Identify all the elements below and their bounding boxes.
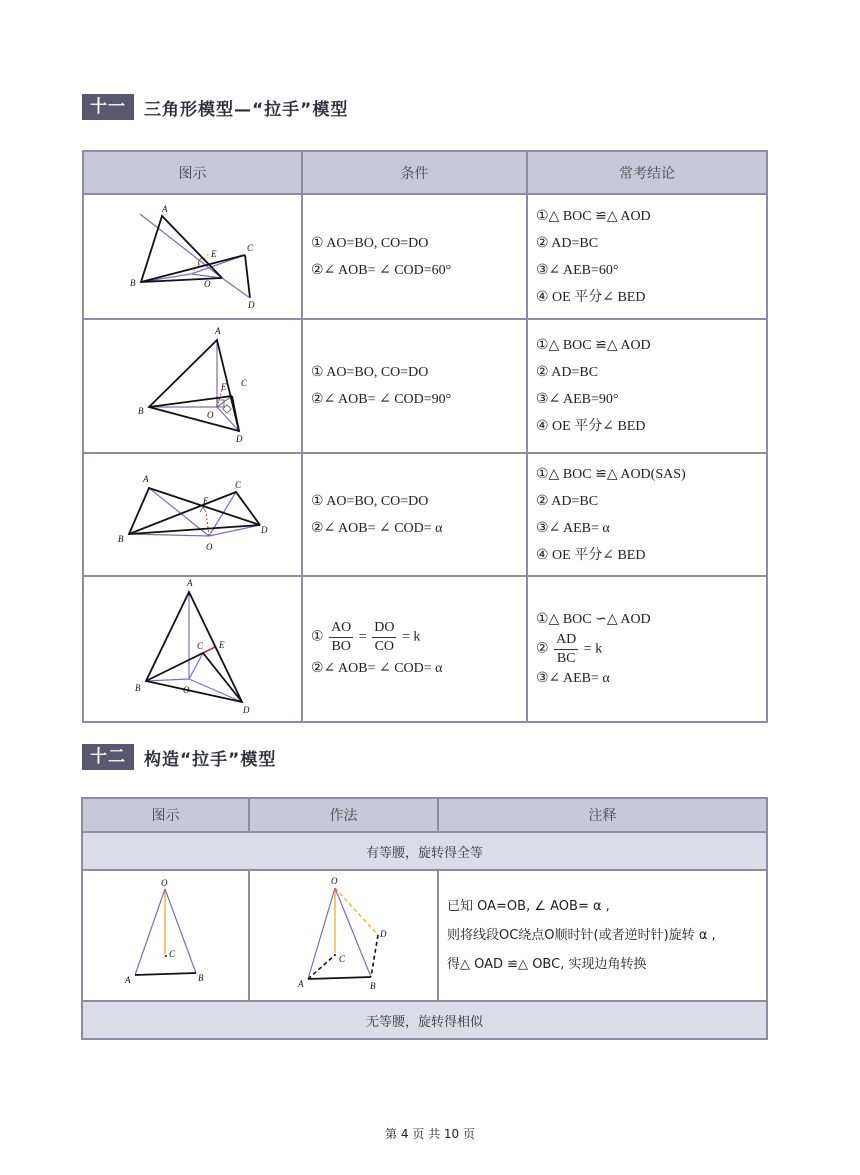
conclusion-line: ④ OE 平分∠ BED: [536, 547, 646, 563]
conclusions-cell: [527, 453, 767, 576]
equals-sign: =: [358, 629, 367, 645]
handshake-model-table: [82, 150, 768, 723]
section-12-title: 构造“拉手”模型: [144, 749, 277, 770]
page-footer: 第 4 页 共 10 页: [385, 1127, 475, 1141]
fraction-numerator: DO: [372, 619, 396, 638]
header-conditions: 条件: [302, 151, 527, 194]
conclusion-line: ③∠ AEB=60°: [536, 262, 619, 278]
band-non-isosceles: 无等腰，旋转得相似: [82, 1001, 767, 1039]
table-row: [83, 576, 767, 722]
point-label-b: B: [198, 973, 204, 983]
fraction-numerator: AO: [329, 619, 353, 638]
section-11-badge: 十一: [82, 94, 134, 120]
point-label-o: O: [206, 542, 213, 552]
section-12-badge: 十二: [82, 744, 134, 770]
conclusion-line: ①△ BOC ≌△ AOD(SAS): [536, 466, 686, 482]
note-line: 则将线段OC绕点O顺时针(或者逆时针)旋转 α ,: [447, 928, 716, 943]
point-label-a: A: [143, 474, 149, 484]
point-label-c: C: [241, 378, 248, 388]
construct-model-table: [81, 797, 768, 1040]
point-label-a: A: [298, 979, 304, 989]
conclusion-line: ② AD=BC: [536, 493, 599, 509]
conditions-cell: [302, 194, 527, 319]
header-method: 作法: [249, 798, 438, 832]
point-label-b: B: [370, 981, 376, 991]
point-label-b: B: [138, 406, 144, 416]
table-row: [82, 870, 767, 1001]
conclusion-line: ④ OE 平分∠ BED: [536, 419, 646, 434]
point-label-o: O: [204, 279, 211, 289]
isosceles-diagram: [83, 871, 248, 995]
point-label-a: A: [187, 578, 193, 588]
diagram-cell: [83, 453, 302, 576]
conclusion-line: ①△ BOC ≌△ AOD: [536, 338, 651, 353]
conclusions-cell: [527, 194, 767, 319]
point-label-b: B: [118, 534, 124, 544]
section-11-heading: [82, 94, 348, 120]
point-label-o: O: [183, 685, 190, 695]
header-diagram: 图示: [82, 798, 249, 832]
point-label-c: C: [339, 954, 346, 964]
fraction-numerator: AD: [554, 631, 578, 650]
point-label-c: C: [235, 480, 242, 490]
point-label-a: A: [125, 975, 131, 985]
condition-ratio-line: [311, 619, 526, 656]
condition-line: ① AO=BO, CO=DO: [311, 365, 429, 380]
point-label-e: E: [221, 382, 227, 392]
conclusion-line: ② AD=BC: [536, 365, 599, 380]
table-row: [83, 319, 767, 453]
point-label-d: D: [261, 525, 268, 535]
rotation-method-diagram: [250, 871, 437, 995]
point-label-b: B: [130, 278, 136, 288]
conclusion-line: ①△ BOC ≌△ AOD: [536, 208, 651, 224]
header-conclusions: 常考结论: [527, 151, 767, 194]
ratio-value: = k: [583, 641, 603, 657]
notes-cell: [438, 870, 767, 1001]
conclusion-line: ④ OE 平分∠ BED: [536, 289, 646, 305]
conclusion-line: ② AD=BC: [536, 235, 599, 251]
fraction-denominator: CO: [374, 638, 395, 654]
point-label-c: C: [247, 243, 254, 253]
point-label-e: E: [203, 496, 209, 506]
conditions-cell: [302, 576, 527, 722]
handshake-90-diagram: [84, 320, 301, 447]
method-cell: [249, 870, 438, 1001]
section-11-title: 三角形模型—“拉手”模型: [144, 99, 349, 120]
table-row: [83, 194, 767, 319]
point-label-d: D: [380, 929, 387, 939]
conclusion-line: ③∠ AEB= α: [536, 520, 610, 536]
point-label-o: O: [161, 878, 168, 888]
handshake-alpha-diagram: [84, 454, 301, 570]
conclusion-line: ③∠ AEB= α: [536, 670, 610, 686]
diagram-cell: [82, 870, 249, 1001]
condition-line: ②∠ AOB= ∠ COD=60°: [311, 262, 452, 278]
point-label-b: B: [135, 683, 141, 693]
table-row: [83, 453, 767, 576]
conclusion-line: ③∠ AEB=90°: [536, 392, 619, 407]
conclusions-cell: [527, 576, 767, 722]
note-line: 得△ OAD ≌△ OBC, 实现边角转换: [447, 957, 647, 972]
conclusions-cell: [527, 319, 767, 453]
conditions-cell: [302, 453, 527, 576]
diagram-cell: [83, 194, 302, 319]
note-line: 已知 OA=OB, ∠ AOB= α ,: [447, 899, 610, 914]
point-label-a: A: [162, 204, 168, 214]
conclusion-ratio-line: [536, 631, 766, 668]
condition-line: ②∠ AOB= ∠ COD= α: [311, 520, 443, 536]
point-label-d: D: [236, 434, 243, 444]
point-label-o: O: [207, 410, 214, 420]
handshake-60-diagram: [84, 195, 301, 313]
table-header-row: [83, 151, 767, 194]
ratio-value: = k: [401, 629, 421, 645]
fraction-ad-bc: [554, 631, 578, 668]
condition-line: ① AO=BO, CO=DO: [311, 235, 429, 251]
conditions-cell: [302, 319, 527, 453]
fraction-denominator: BO: [331, 638, 351, 654]
table-band-row: [82, 832, 767, 870]
point-label-d: D: [248, 300, 255, 310]
point-label-a: A: [215, 326, 221, 336]
condition-line: ②∠ AOB= ∠ COD= α: [311, 660, 443, 676]
handshake-similar-diagram: [84, 577, 301, 716]
diagram-cell: [83, 319, 302, 453]
band-isosceles: 有等腰，旋转得全等: [82, 832, 767, 870]
fraction-denominator: BC: [556, 650, 576, 666]
table-header-row: [82, 798, 767, 832]
fraction-do-co: [372, 619, 396, 656]
section-12-heading: [82, 744, 276, 770]
table-band-row: [82, 1001, 767, 1039]
header-notes: 注释: [438, 798, 767, 832]
point-label-e: E: [219, 640, 225, 650]
point-label-e: E: [211, 249, 217, 259]
point-label-c: C: [169, 949, 176, 959]
condition-line: ① AO=BO, CO=DO: [311, 493, 429, 509]
header-diagram: 图示: [83, 151, 302, 194]
condition-index: ①: [311, 629, 324, 645]
point-label-c: C: [197, 641, 204, 651]
point-label-o: O: [331, 876, 338, 886]
conclusion-line: ①△ BOC ∽△ AOD: [536, 611, 651, 627]
point-label-d: D: [243, 705, 250, 715]
conclusion-index: ②: [536, 641, 549, 657]
condition-line: ②∠ AOB= ∠ COD=90°: [311, 392, 452, 407]
diagram-cell: [83, 576, 302, 722]
fraction-ao-bo: [329, 619, 353, 656]
